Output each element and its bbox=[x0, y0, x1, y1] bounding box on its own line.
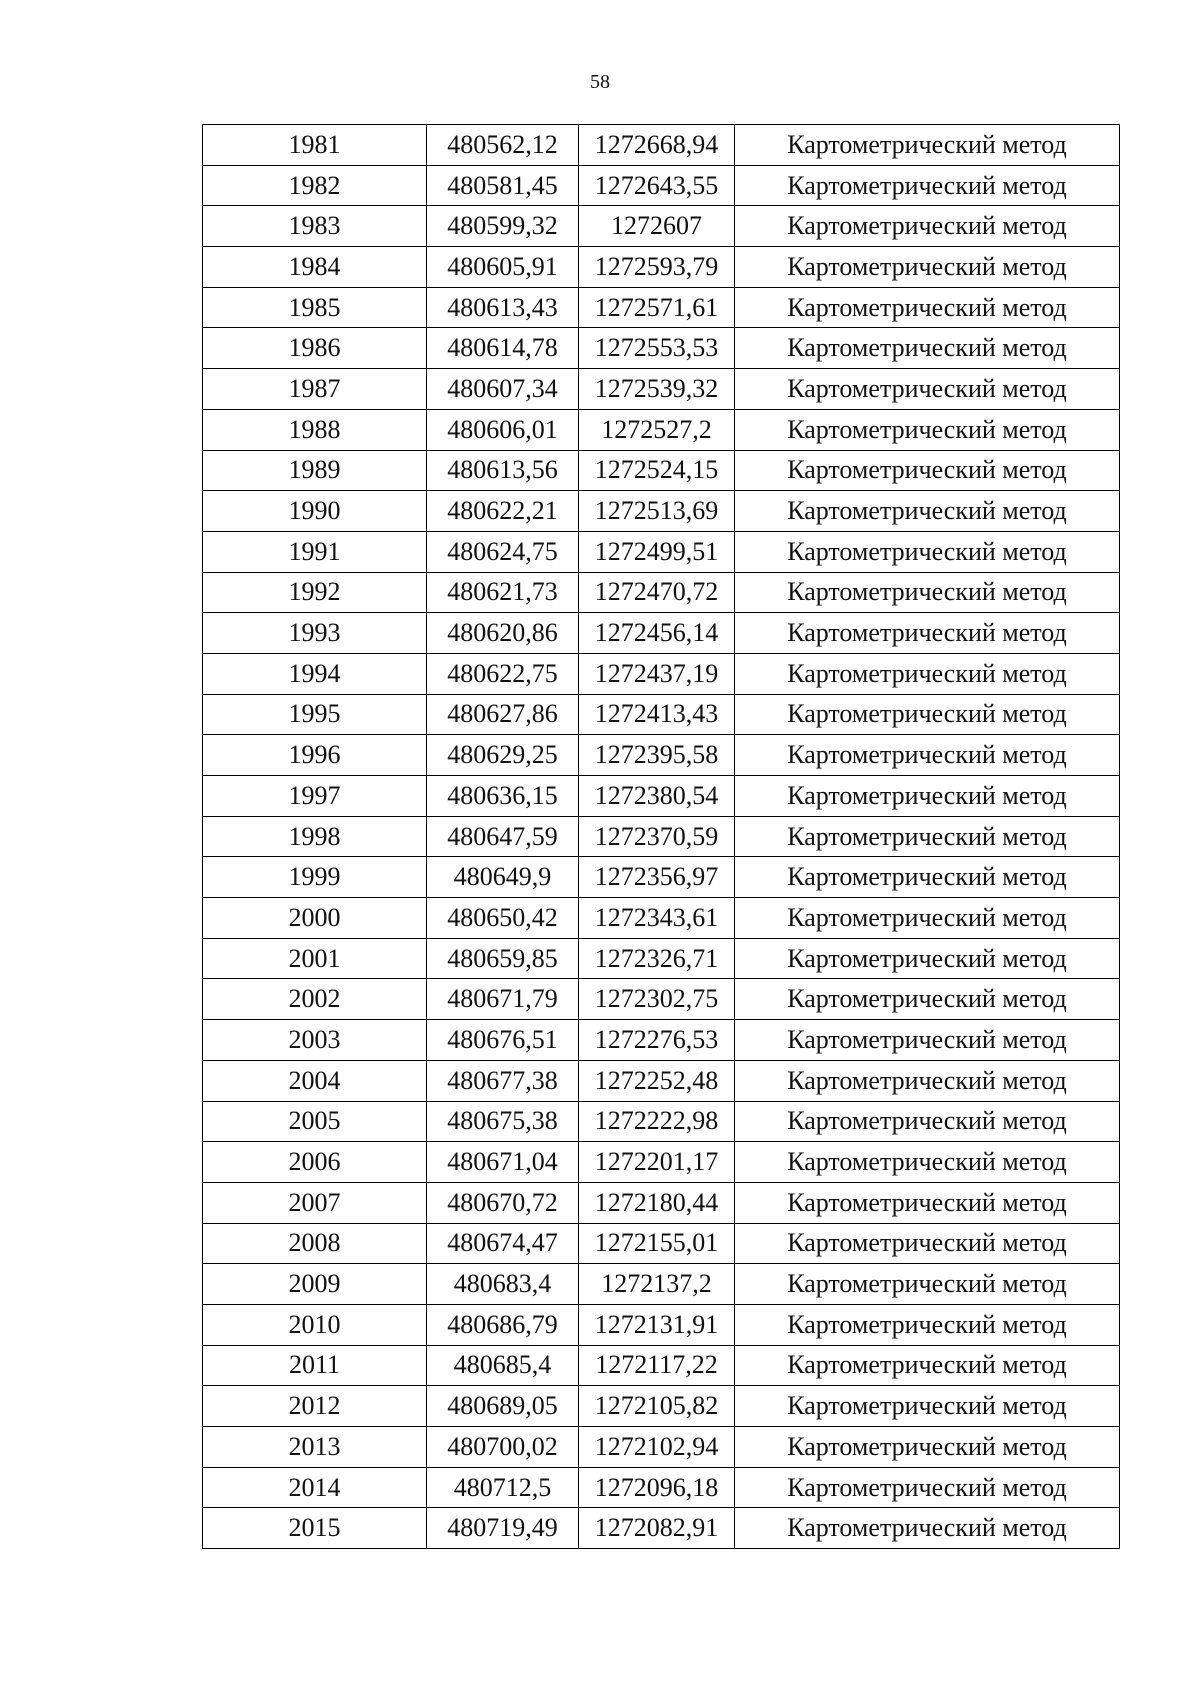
method-cell: Картометрический метод bbox=[735, 491, 1120, 532]
coordinates-table bbox=[202, 124, 1120, 1549]
table-row bbox=[203, 1060, 1120, 1101]
x-coordinate-cell: 480712,5 bbox=[427, 1467, 579, 1508]
point-number-cell: 2006 bbox=[203, 1142, 427, 1183]
x-coordinate-cell: 480620,86 bbox=[427, 613, 579, 654]
x-coordinate-cell: 480624,75 bbox=[427, 531, 579, 572]
method-cell: Картометрический метод bbox=[735, 1020, 1120, 1061]
x-coordinate-cell: 480719,49 bbox=[427, 1508, 579, 1549]
point-number-cell: 1981 bbox=[203, 125, 427, 166]
table-row bbox=[203, 247, 1120, 288]
table-row bbox=[203, 816, 1120, 857]
method-cell: Картометрический метод bbox=[735, 1264, 1120, 1305]
table-row bbox=[203, 328, 1120, 369]
y-coordinate-cell: 1272343,61 bbox=[579, 898, 735, 939]
point-number-cell: 1988 bbox=[203, 409, 427, 450]
method-cell: Картометрический метод bbox=[735, 694, 1120, 735]
table-row bbox=[203, 776, 1120, 817]
y-coordinate-cell: 1272668,94 bbox=[579, 125, 735, 166]
y-coordinate-cell: 1272252,48 bbox=[579, 1060, 735, 1101]
x-coordinate-cell: 480636,15 bbox=[427, 776, 579, 817]
method-cell: Картометрический метод bbox=[735, 1182, 1120, 1223]
table-row bbox=[203, 1264, 1120, 1305]
y-coordinate-cell: 1272607 bbox=[579, 206, 735, 247]
table-row bbox=[203, 1182, 1120, 1223]
table-row bbox=[203, 1345, 1120, 1386]
table-row bbox=[203, 857, 1120, 898]
method-cell: Картометрический метод bbox=[735, 653, 1120, 694]
y-coordinate-cell: 1272326,71 bbox=[579, 938, 735, 979]
point-number-cell: 2007 bbox=[203, 1182, 427, 1223]
y-coordinate-cell: 1272117,22 bbox=[579, 1345, 735, 1386]
method-cell: Картометрический метод bbox=[735, 1508, 1120, 1549]
point-number-cell: 2004 bbox=[203, 1060, 427, 1101]
x-coordinate-cell: 480599,32 bbox=[427, 206, 579, 247]
x-coordinate-cell: 480670,72 bbox=[427, 1182, 579, 1223]
point-number-cell: 2005 bbox=[203, 1101, 427, 1142]
table-row bbox=[203, 979, 1120, 1020]
x-coordinate-cell: 480689,05 bbox=[427, 1386, 579, 1427]
y-coordinate-cell: 1272155,01 bbox=[579, 1223, 735, 1264]
y-coordinate-cell: 1272539,32 bbox=[579, 369, 735, 410]
point-number-cell: 1995 bbox=[203, 694, 427, 735]
point-number-cell: 1997 bbox=[203, 776, 427, 817]
table-row bbox=[203, 206, 1120, 247]
y-coordinate-cell: 1272180,44 bbox=[579, 1182, 735, 1223]
table-row bbox=[203, 653, 1120, 694]
y-coordinate-cell: 1272082,91 bbox=[579, 1508, 735, 1549]
x-coordinate-cell: 480676,51 bbox=[427, 1020, 579, 1061]
method-cell: Картометрический метод bbox=[735, 287, 1120, 328]
page-number: 58 bbox=[590, 71, 610, 93]
method-cell: Картометрический метод bbox=[735, 776, 1120, 817]
method-cell: Картометрический метод bbox=[735, 531, 1120, 572]
method-cell: Картометрический метод bbox=[735, 898, 1120, 939]
table-row bbox=[203, 898, 1120, 939]
point-number-cell: 1989 bbox=[203, 450, 427, 491]
point-number-cell: 2015 bbox=[203, 1508, 427, 1549]
x-coordinate-cell: 480674,47 bbox=[427, 1223, 579, 1264]
x-coordinate-cell: 480685,4 bbox=[427, 1345, 579, 1386]
y-coordinate-cell: 1272222,98 bbox=[579, 1101, 735, 1142]
method-cell: Картометрический метод bbox=[735, 1142, 1120, 1183]
y-coordinate-cell: 1272096,18 bbox=[579, 1467, 735, 1508]
coordinates-table-body bbox=[203, 125, 1120, 1549]
point-number-cell: 1999 bbox=[203, 857, 427, 898]
point-number-cell: 1992 bbox=[203, 572, 427, 613]
y-coordinate-cell: 1272356,97 bbox=[579, 857, 735, 898]
point-number-cell: 2010 bbox=[203, 1304, 427, 1345]
table-row bbox=[203, 369, 1120, 410]
method-cell: Картометрический метод bbox=[735, 1467, 1120, 1508]
y-coordinate-cell: 1272513,69 bbox=[579, 491, 735, 532]
point-number-cell: 1994 bbox=[203, 653, 427, 694]
y-coordinate-cell: 1272105,82 bbox=[579, 1386, 735, 1427]
method-cell: Картометрический метод bbox=[735, 816, 1120, 857]
table-row bbox=[203, 1304, 1120, 1345]
table-row bbox=[203, 694, 1120, 735]
table-row bbox=[203, 1427, 1120, 1468]
method-cell: Картометрический метод bbox=[735, 328, 1120, 369]
y-coordinate-cell: 1272571,61 bbox=[579, 287, 735, 328]
point-number-cell: 1983 bbox=[203, 206, 427, 247]
method-cell: Картометрический метод bbox=[735, 1427, 1120, 1468]
method-cell: Картометрический метод bbox=[735, 1060, 1120, 1101]
method-cell: Картометрический метод bbox=[735, 369, 1120, 410]
table-row bbox=[203, 1020, 1120, 1061]
method-cell: Картометрический метод bbox=[735, 572, 1120, 613]
y-coordinate-cell: 1272137,2 bbox=[579, 1264, 735, 1305]
y-coordinate-cell: 1272643,55 bbox=[579, 165, 735, 206]
y-coordinate-cell: 1272395,58 bbox=[579, 735, 735, 776]
x-coordinate-cell: 480649,9 bbox=[427, 857, 579, 898]
x-coordinate-cell: 480686,79 bbox=[427, 1304, 579, 1345]
x-coordinate-cell: 480650,42 bbox=[427, 898, 579, 939]
table-row bbox=[203, 531, 1120, 572]
y-coordinate-cell: 1272437,19 bbox=[579, 653, 735, 694]
point-number-cell: 2000 bbox=[203, 898, 427, 939]
y-coordinate-cell: 1272201,17 bbox=[579, 1142, 735, 1183]
table-row bbox=[203, 1142, 1120, 1183]
table-row bbox=[203, 125, 1120, 166]
y-coordinate-cell: 1272527,2 bbox=[579, 409, 735, 450]
x-coordinate-cell: 480675,38 bbox=[427, 1101, 579, 1142]
method-cell: Картометрический метод bbox=[735, 1223, 1120, 1264]
x-coordinate-cell: 480700,02 bbox=[427, 1427, 579, 1468]
x-coordinate-cell: 480614,78 bbox=[427, 328, 579, 369]
method-cell: Картометрический метод bbox=[735, 613, 1120, 654]
table-row bbox=[203, 1101, 1120, 1142]
point-number-cell: 2012 bbox=[203, 1386, 427, 1427]
y-coordinate-cell: 1272380,54 bbox=[579, 776, 735, 817]
method-cell: Картометрический метод bbox=[735, 1101, 1120, 1142]
y-coordinate-cell: 1272370,59 bbox=[579, 816, 735, 857]
point-number-cell: 1990 bbox=[203, 491, 427, 532]
method-cell: Картометрический метод bbox=[735, 1304, 1120, 1345]
x-coordinate-cell: 480659,85 bbox=[427, 938, 579, 979]
method-cell: Картометрический метод bbox=[735, 409, 1120, 450]
table-row bbox=[203, 1508, 1120, 1549]
y-coordinate-cell: 1272276,53 bbox=[579, 1020, 735, 1061]
x-coordinate-cell: 480605,91 bbox=[427, 247, 579, 288]
x-coordinate-cell: 480683,4 bbox=[427, 1264, 579, 1305]
x-coordinate-cell: 480562,12 bbox=[427, 125, 579, 166]
x-coordinate-cell: 480671,79 bbox=[427, 979, 579, 1020]
x-coordinate-cell: 480581,45 bbox=[427, 165, 579, 206]
point-number-cell: 1991 bbox=[203, 531, 427, 572]
table-row bbox=[203, 1386, 1120, 1427]
table-row bbox=[203, 572, 1120, 613]
point-number-cell: 1993 bbox=[203, 613, 427, 654]
point-number-cell: 1987 bbox=[203, 369, 427, 410]
table-row bbox=[203, 287, 1120, 328]
point-number-cell: 2001 bbox=[203, 938, 427, 979]
x-coordinate-cell: 480629,25 bbox=[427, 735, 579, 776]
table-row bbox=[203, 450, 1120, 491]
point-number-cell: 2009 bbox=[203, 1264, 427, 1305]
y-coordinate-cell: 1272102,94 bbox=[579, 1427, 735, 1468]
y-coordinate-cell: 1272302,75 bbox=[579, 979, 735, 1020]
point-number-cell: 2002 bbox=[203, 979, 427, 1020]
table-row bbox=[203, 735, 1120, 776]
method-cell: Картометрический метод bbox=[735, 206, 1120, 247]
x-coordinate-cell: 480606,01 bbox=[427, 409, 579, 450]
x-coordinate-cell: 480671,04 bbox=[427, 1142, 579, 1183]
method-cell: Картометрический метод bbox=[735, 857, 1120, 898]
point-number-cell: 2008 bbox=[203, 1223, 427, 1264]
point-number-cell: 2011 bbox=[203, 1345, 427, 1386]
x-coordinate-cell: 480613,56 bbox=[427, 450, 579, 491]
y-coordinate-cell: 1272456,14 bbox=[579, 613, 735, 654]
method-cell: Картометрический метод bbox=[735, 938, 1120, 979]
table-row bbox=[203, 613, 1120, 654]
method-cell: Картометрический метод bbox=[735, 735, 1120, 776]
x-coordinate-cell: 480622,75 bbox=[427, 653, 579, 694]
table-row bbox=[203, 938, 1120, 979]
point-number-cell: 1998 bbox=[203, 816, 427, 857]
point-number-cell: 1986 bbox=[203, 328, 427, 369]
table-row bbox=[203, 1223, 1120, 1264]
point-number-cell: 1984 bbox=[203, 247, 427, 288]
x-coordinate-cell: 480621,73 bbox=[427, 572, 579, 613]
point-number-cell: 1985 bbox=[203, 287, 427, 328]
method-cell: Картометрический метод bbox=[735, 247, 1120, 288]
method-cell: Картометрический метод bbox=[735, 125, 1120, 166]
method-cell: Картометрический метод bbox=[735, 1386, 1120, 1427]
x-coordinate-cell: 480647,59 bbox=[427, 816, 579, 857]
point-number-cell: 2013 bbox=[203, 1427, 427, 1468]
point-number-cell: 2014 bbox=[203, 1467, 427, 1508]
y-coordinate-cell: 1272553,53 bbox=[579, 328, 735, 369]
table-row bbox=[203, 491, 1120, 532]
point-number-cell: 2003 bbox=[203, 1020, 427, 1061]
y-coordinate-cell: 1272131,91 bbox=[579, 1304, 735, 1345]
x-coordinate-cell: 480627,86 bbox=[427, 694, 579, 735]
method-cell: Картометрический метод bbox=[735, 1345, 1120, 1386]
x-coordinate-cell: 480622,21 bbox=[427, 491, 579, 532]
table-row bbox=[203, 165, 1120, 206]
method-cell: Картометрический метод bbox=[735, 450, 1120, 491]
y-coordinate-cell: 1272524,15 bbox=[579, 450, 735, 491]
y-coordinate-cell: 1272413,43 bbox=[579, 694, 735, 735]
y-coordinate-cell: 1272470,72 bbox=[579, 572, 735, 613]
point-number-cell: 1996 bbox=[203, 735, 427, 776]
y-coordinate-cell: 1272499,51 bbox=[579, 531, 735, 572]
method-cell: Картометрический метод bbox=[735, 165, 1120, 206]
method-cell: Картометрический метод bbox=[735, 979, 1120, 1020]
table-row bbox=[203, 1467, 1120, 1508]
y-coordinate-cell: 1272593,79 bbox=[579, 247, 735, 288]
x-coordinate-cell: 480677,38 bbox=[427, 1060, 579, 1101]
x-coordinate-cell: 480613,43 bbox=[427, 287, 579, 328]
table-row bbox=[203, 409, 1120, 450]
x-coordinate-cell: 480607,34 bbox=[427, 369, 579, 410]
point-number-cell: 1982 bbox=[203, 165, 427, 206]
